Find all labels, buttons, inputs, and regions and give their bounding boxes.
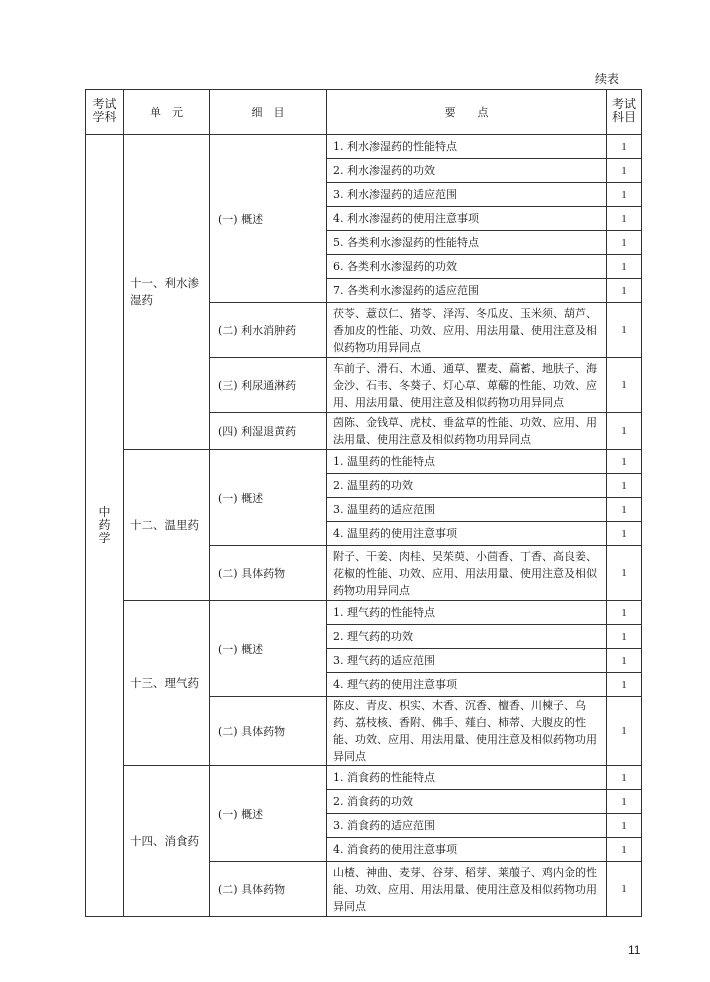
score-cell: 1 (607, 231, 642, 255)
point-cell: 6. 各类利水渗湿药的功效 (327, 255, 607, 279)
point-cell: 1. 利水渗湿药的性能特点 (327, 135, 607, 159)
score-cell: 1 (607, 766, 642, 790)
header-point: 要 点 (327, 90, 607, 135)
item-cell: (二) 具体药物 (210, 862, 327, 917)
point-cell: 2. 消食药的功效 (327, 790, 607, 814)
unit-cell: 十三、理气药 (124, 601, 210, 766)
score-cell: 1 (607, 474, 642, 498)
score-cell: 1 (607, 450, 642, 474)
item-cell: (三) 利尿通淋药 (210, 358, 327, 413)
table-row (86, 450, 642, 474)
point-cell: 2. 温里药的功效 (327, 474, 607, 498)
score-cell: 1 (607, 673, 642, 697)
continued-label: 续表 (595, 72, 620, 86)
score-cell: 1 (607, 649, 642, 673)
unit-cell: 十四、消食药 (124, 766, 210, 917)
header-score: 考试科目 (607, 90, 642, 135)
header-item: 细 目 (210, 90, 327, 135)
item-cell: (二) 具体药物 (210, 697, 327, 766)
item-cell: (二) 利水消肿药 (210, 303, 327, 358)
header-unit: 单 元 (124, 90, 210, 135)
point-cell: 陈皮、青皮、枳实、木香、沉香、檀香、川楝子、乌药、荔枝核、香附、佛手、薤白、柿蒂、大腹皮的性能、功效、应用、用法用量、使用注意及相似药物功用异同点 (327, 697, 607, 766)
score-cell: 1 (607, 358, 642, 413)
item-cell: (一) 概述 (210, 450, 327, 546)
point-cell: 山楂、神曲、麦芽、谷芽、稻芽、莱菔子、鸡内金的性能、功效、应用、用法用量、使用注意及相似药物功用异同点 (327, 862, 607, 917)
table-row (86, 135, 642, 159)
point-cell: 2. 利水渗湿药的功效 (327, 159, 607, 183)
unit-cell: 十二、温里药 (124, 450, 210, 601)
point-cell: 4. 利水渗湿药的使用注意事项 (327, 207, 607, 231)
score-cell: 1 (607, 303, 642, 358)
point-cell: 4. 温里药的使用注意事项 (327, 522, 607, 546)
score-cell: 1 (607, 135, 642, 159)
score-cell: 1 (607, 546, 642, 601)
item-cell: (一) 概述 (210, 766, 327, 862)
score-cell: 1 (607, 862, 642, 917)
point-cell: 3. 利水渗湿药的适应范围 (327, 183, 607, 207)
point-cell: 3. 理气药的适应范围 (327, 649, 607, 673)
score-cell: 1 (607, 838, 642, 862)
point-cell: 5. 各类利水渗湿药的性能特点 (327, 231, 607, 255)
score-cell: 1 (607, 814, 642, 838)
score-cell: 1 (607, 255, 642, 279)
score-cell: 1 (607, 625, 642, 649)
score-cell: 1 (607, 697, 642, 766)
subject-cell (86, 135, 124, 917)
score-cell: 1 (607, 498, 642, 522)
score-cell: 1 (607, 413, 642, 450)
table-row (86, 601, 642, 625)
subject-label: 中药学 (98, 505, 111, 545)
score-cell: 1 (607, 790, 642, 814)
table-body (86, 135, 642, 917)
score-cell: 1 (607, 159, 642, 183)
point-cell: 附子、干姜、肉桂、吴茱萸、小茴香、丁香、高良姜、花椒的性能、功效、应用、用法用量、使用注意及相似药物功用异同点 (327, 546, 607, 601)
point-cell: 1. 理气药的性能特点 (327, 601, 607, 625)
item-cell: (一) 概述 (210, 135, 327, 303)
point-cell: 1. 消食药的性能特点 (327, 766, 607, 790)
point-cell: 4. 理气药的使用注意事项 (327, 673, 607, 697)
score-cell: 1 (607, 279, 642, 303)
score-cell: 1 (607, 601, 642, 625)
score-cell: 1 (607, 207, 642, 231)
header-row (86, 90, 642, 135)
point-cell: 3. 消食药的适应范围 (327, 814, 607, 838)
point-cell: 4. 消食药的使用注意事项 (327, 838, 607, 862)
item-cell: (四) 利湿退黄药 (210, 413, 327, 450)
point-cell: 车前子、滑石、木通、通草、瞿麦、萹蓄、地肤子、海金沙、石韦、冬葵子、灯心草、萆薢的性能、功效、应用、用法用量、使用注意及相似药物功用异同点 (327, 358, 607, 413)
point-cell: 3. 温里药的适应范围 (327, 498, 607, 522)
table-row (86, 766, 642, 790)
header-subject: 考试学科 (86, 90, 124, 135)
item-cell: (二) 具体药物 (210, 546, 327, 601)
item-cell: (一) 概述 (210, 601, 327, 697)
score-cell: 1 (607, 183, 642, 207)
page-number: 11 (628, 943, 641, 957)
unit-cell: 十一、利水渗湿药 (124, 135, 210, 450)
point-cell: 茵陈、金钱草、虎杖、垂盆草的性能、功效、应用、用法用量、使用注意及相似药物功用异同点 (327, 413, 607, 450)
point-cell: 2. 理气药的功效 (327, 625, 607, 649)
score-cell: 1 (607, 522, 642, 546)
point-cell: 茯苓、薏苡仁、猪苓、泽泻、冬瓜皮、玉米须、葫芦、香加皮的性能、功效、应用、用法用量、使用注意及相似药物功用异同点 (327, 303, 607, 358)
syllabus-table (85, 89, 642, 917)
point-cell: 1. 温里药的性能特点 (327, 450, 607, 474)
point-cell: 7. 各类利水渗湿药的适应范围 (327, 279, 607, 303)
